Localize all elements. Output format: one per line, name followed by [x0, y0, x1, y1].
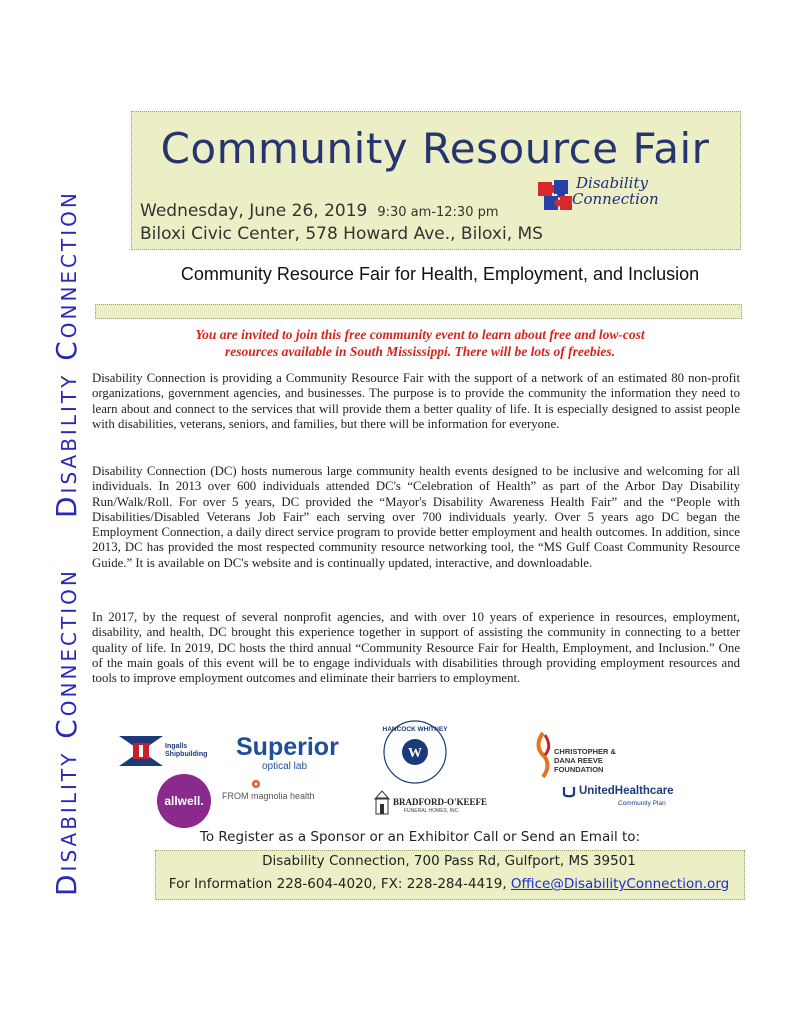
hancock-whitney-logo-icon [382, 719, 448, 785]
divider-band [95, 304, 742, 319]
side-text-lower: Disability Connection [50, 568, 83, 896]
paragraph-2: Disability Connection (DC) hosts numerous large community health events designed to be inclusive and welcoming for all individuals. In 2013 over 600 individuals attended DC's “Celebration of Health” as part of the Arbor Day Disability Run/Walk/Roll. For over 5 years, DC provided the “Mayor's Disability Awareness Health Fair” and the “People with Disabilities/Disabled Veterans Job Fair” each serving over 700 individuals yearly. Over 5 years ago DC began the Employment Connection, a daily direct service program to provide better employment and health outcomes. In addition, since 2013, DC has provided the most respected community resource networking tool, the “MS Gulf Coast Community Resource Guide.” It is available on DC's website and is continually updated, interactive, and downloadable. [92, 464, 740, 570]
reeve-foundation-text: CHRISTOPHER & DANA REEVE FOUNDATION [554, 747, 616, 774]
svg-text:W: W [408, 746, 422, 761]
register-prompt: To Register as a Sponsor or an Exhibitor Call or Send an Email to: [199, 829, 641, 845]
invitation-line1: You are invited to join this free community event to learn about free and low-cost [195, 327, 645, 342]
event-date-text: Wednesday, June 26, 2019 [140, 201, 368, 221]
unitedhealthcare-logo-icon [562, 785, 576, 799]
ingalls-logo-icon [119, 736, 163, 766]
footer-contact [155, 876, 743, 892]
magnolia-health-text: FROM magnolia health [222, 791, 315, 801]
email-link[interactable]: Office@DisabilityConnection.org [510, 876, 730, 892]
event-time: 9:30 am-12:30 pm [377, 205, 499, 220]
invitation-line2: resources available in South Mississippi. There will be lots of freebies. [224, 344, 615, 359]
hancock-text: HANCOCK WHITNEY [382, 726, 448, 733]
paragraph-3: In 2017, by the request of several nonprofit agencies, and with over 10 years of experience in resources, employment, disability, and health, DC brought this experience together in support of assisting the community in connecting to a better quality of life. In 2019, DC hosts the third annual “Community Resource Fair for Health, Employment, and Inclusion.” One of the main goals of this event will be to engage individuals with disabilities through providing employment resources and tools to improve employment outcomes and eliminate their barriers to employment. [92, 610, 740, 686]
superior-logo-subtext: optical lab [262, 761, 308, 772]
event-date [140, 201, 499, 221]
event-venue: Biloxi Civic Center, 578 Howard Ave., Biloxi, MS [140, 224, 543, 244]
allwell-logo-icon [156, 773, 212, 829]
side-text-upper: Disability Connection [50, 190, 83, 518]
invitation-text [100, 326, 740, 360]
unitedhealthcare-text: UnitedHealthcare [579, 785, 674, 797]
ingalls-logo-text: Ingalls Shipbuilding [165, 743, 208, 758]
page-title: Community Resource Fair [160, 124, 710, 173]
paragraph-1: Disability Connection is providing a Community Resource Fair with the support of a network of an estimated 80 non-profit organizations, government agencies, and businesses. The purpose is to provide the community the information they need to learn about and connect to the services that will provide them a better quality of life. It is especially designed to assist people with disabilities, veterans, seniors, and families, but there will be information for everyone. [92, 371, 740, 431]
superior-logo-text: Superior [236, 733, 339, 761]
dc-logo-text [572, 175, 659, 207]
dc-logo-line2: Connection [572, 190, 659, 208]
unitedhealthcare-subtext: Community Plan [618, 800, 666, 807]
footer-address: Disability Connection, 700 Pass Rd, Gulfport, MS 39501 [262, 853, 636, 869]
reeve-foundation-logo-icon [533, 731, 553, 779]
allwell-text: allwell. [164, 794, 204, 808]
bradford-okeefe-logo-icon [374, 790, 390, 816]
dc-logo-line1: Disability [576, 174, 648, 192]
subtitle: Community Resource Fair for Health, Employment, and Inclusion [180, 264, 700, 284]
magnolia-flower-icon [251, 779, 261, 789]
bradford-okeefe-subtext: FUNERAL HOMES, INC. [404, 808, 460, 814]
footer-phone-fax: For Information 228-604-4020, FX: 228-284-4419, [168, 876, 507, 892]
bradford-okeefe-text: BRADFORD-O'KEEFE [393, 797, 488, 807]
